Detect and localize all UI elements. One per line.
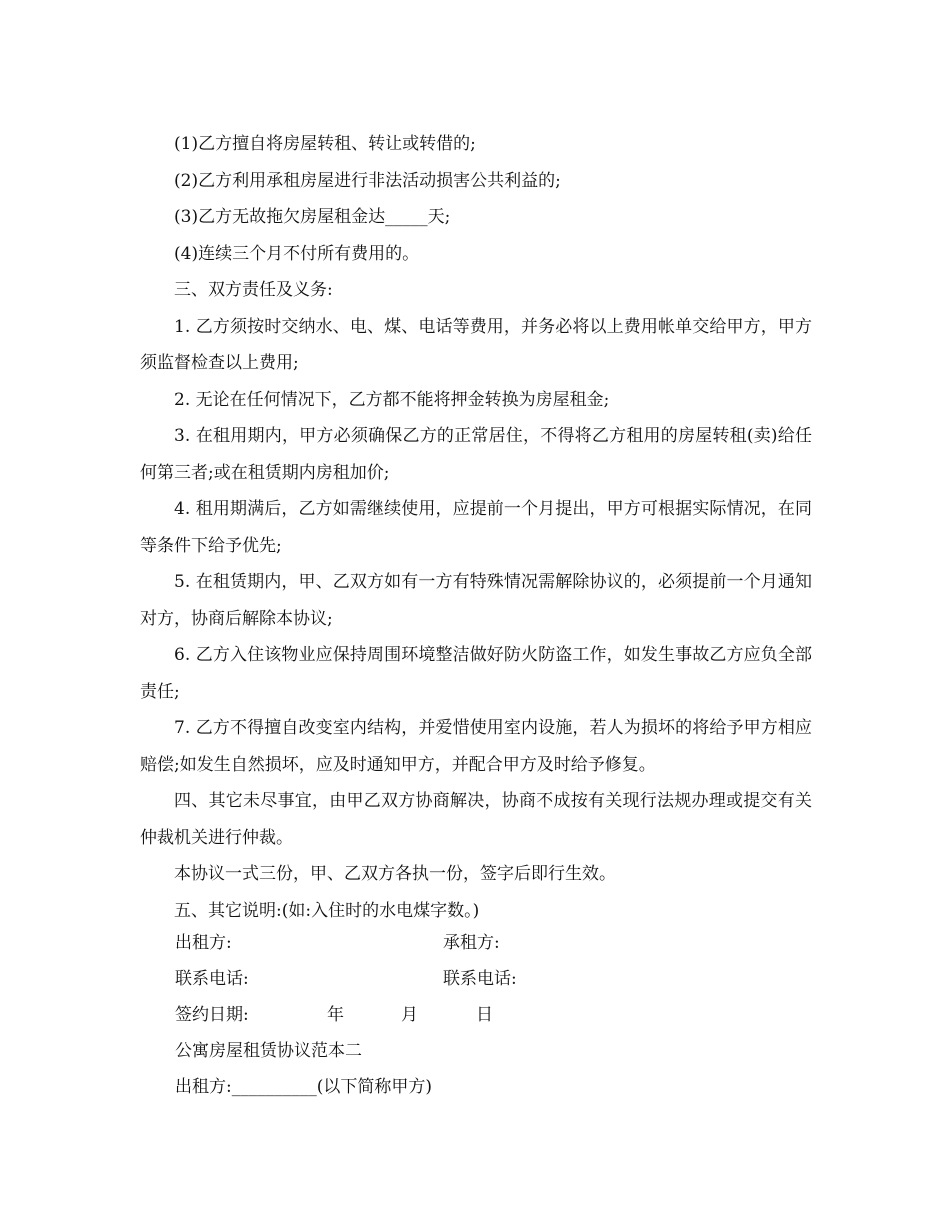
- contract-body: [140, 126, 812, 929]
- second-sample-title: 公寓房屋租赁协议范本二: [175, 1041, 362, 1061]
- lessee-phone-label: 联系电话:: [443, 969, 517, 989]
- clause-duty-6: 6. 乙方入住该物业应保持周围环境整洁做好防火防盗工作，如发生事故乙方应负全部责任;: [140, 645, 812, 702]
- clause-termination-4: (4)连续三个月不付所有费用的。: [174, 243, 420, 264]
- clause-duty-7: 7. 乙方不得擅自改变室内结构，并爱惜使用室内设施，若人为损坏的将给予甲方相应赔偿;如发生自然损坏，应及时通知甲方，并配合甲方及时给予修复。: [140, 718, 812, 775]
- signing-date-label: 签约日期:: [175, 1005, 249, 1025]
- date-year: 年: [327, 1005, 344, 1025]
- section-other-notes: 五、其它说明:(如:入住时的水电煤字数。): [174, 900, 480, 921]
- clause-duty-2: 2. 无论在任何情况下，乙方都不能将押金转换为房屋租金;: [174, 389, 610, 410]
- second-sample-lessor: 出租方:__________(以下简称甲方): [175, 1077, 432, 1097]
- section-heading-responsibilities: 三、双方责任及义务:: [174, 280, 333, 300]
- clause-duty-5: 5. 在租赁期内，甲、乙双方如有一方有特殊情况需解除协议的，必须提前一个月通知对方，协商后解除本协议;: [140, 572, 812, 629]
- clause-duty-1: 1. 乙方须按时交纳水、电、煤、电话等费用，并务必将以上费用帐单交给甲方，甲方须监督检查以上费用;: [140, 316, 812, 373]
- clause-duty-4: 4. 租用期满后，乙方如需继续使用，应提前一个月提出，甲方可根据实际情况，在同等条件下给予优先;: [140, 499, 812, 556]
- clause-termination-1: (1)乙方擅自将房屋转租、转让或转借的;: [174, 134, 476, 154]
- lessor-phone-label: 联系电话:: [175, 969, 249, 989]
- lessee-label: 承租方:: [443, 933, 500, 953]
- copies-statement: 本协议一式三份，甲、乙双方各执一份，签字后即行生效。: [174, 864, 616, 884]
- clause-termination-2: (2)乙方利用承租房屋进行非法活动损害公共利益的;: [174, 170, 561, 191]
- section-other-matters: 四、其它未尽事宜，由甲乙双方协商解决，协商不成按有关现行法规办理或提交有关仲裁机关进行仲裁。: [140, 791, 812, 848]
- date-month: 月: [401, 1005, 418, 1025]
- lessor-label: 出租方:: [175, 933, 232, 953]
- date-day: 日: [476, 1005, 493, 1025]
- clause-duty-3: 3. 在租用期内，甲方必须确保乙方的正常居住，不得将乙方租用的房屋转租(卖)给任何第三者;或在租赁期内房租加价;: [140, 426, 812, 483]
- clause-termination-3: (3)乙方无故拖欠房屋租金达_____天;: [174, 207, 451, 227]
